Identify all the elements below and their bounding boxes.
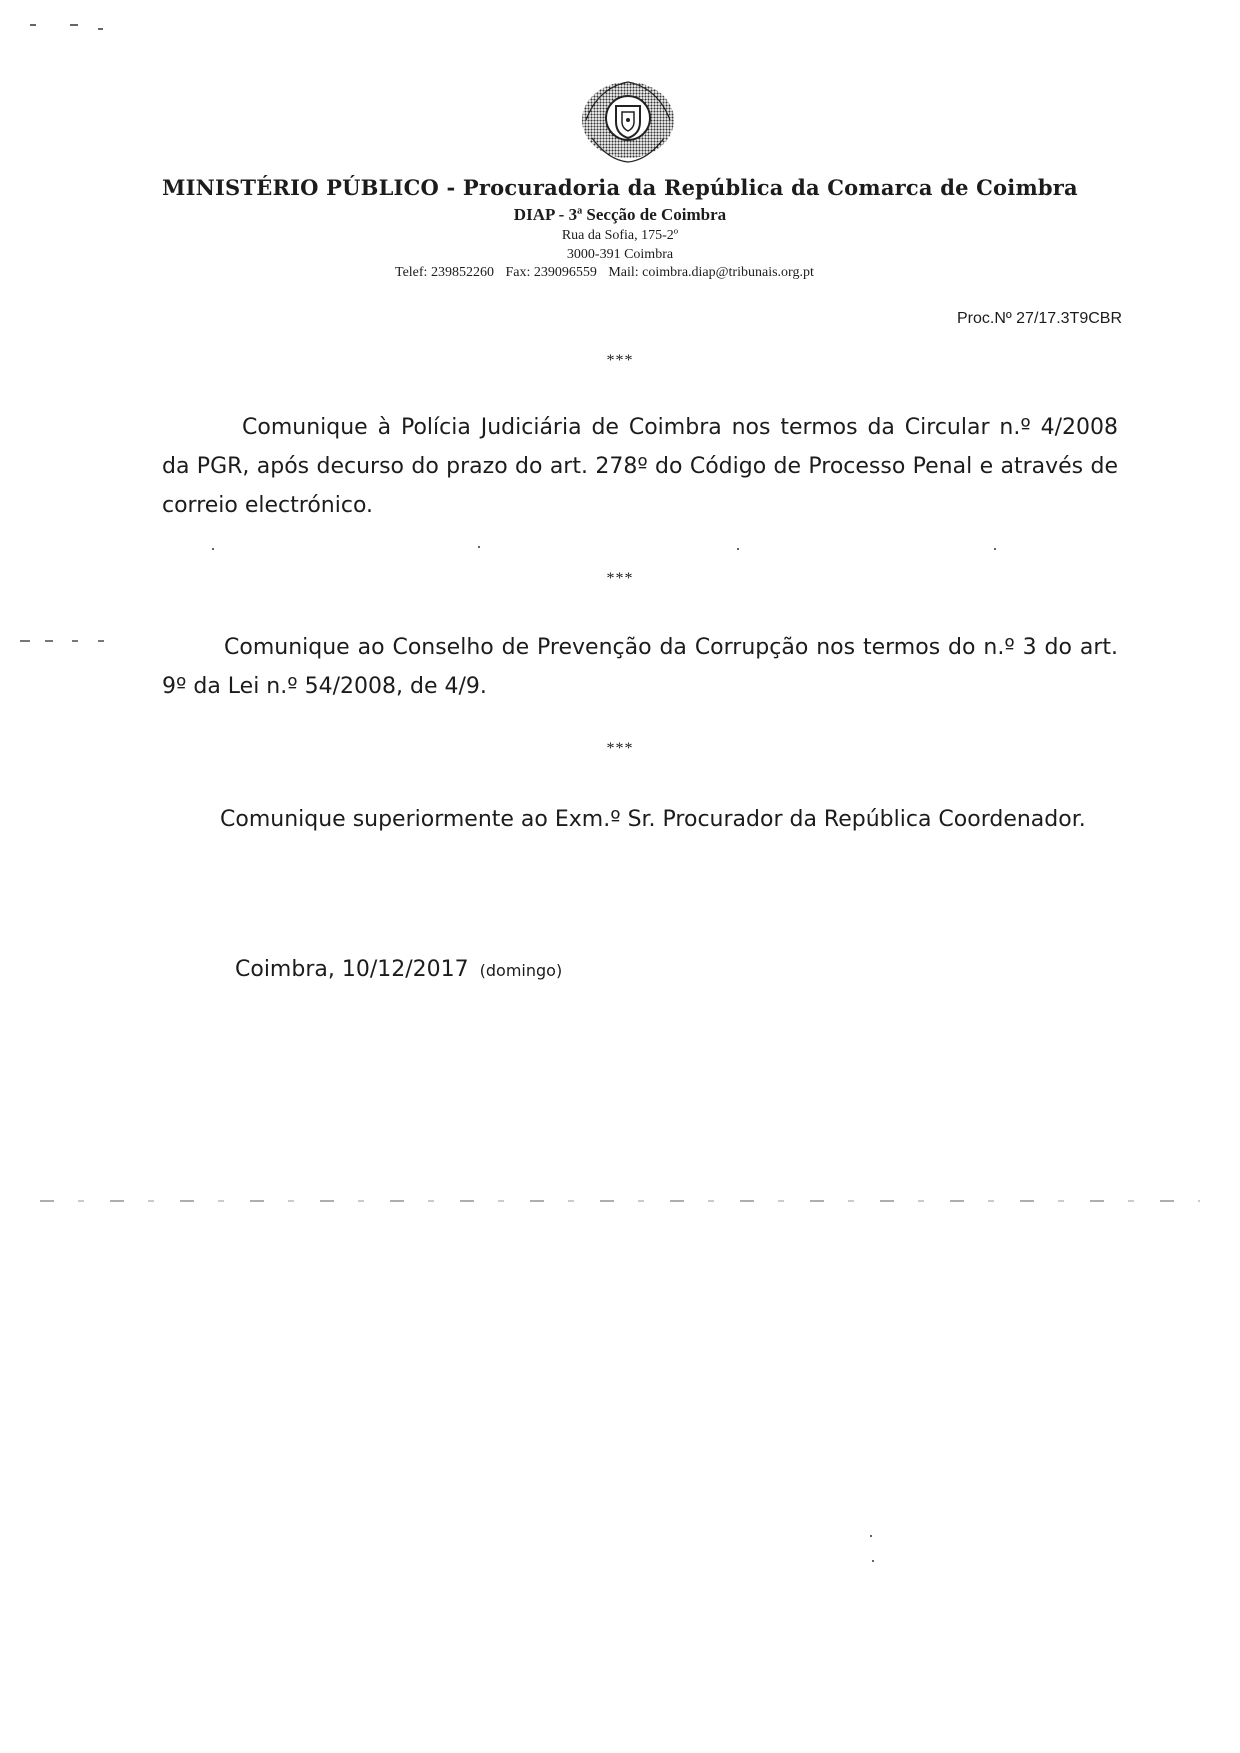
scan-mark bbox=[98, 28, 103, 30]
separator: *** bbox=[606, 352, 634, 369]
separator: *** bbox=[606, 740, 634, 757]
scan-artifact-line bbox=[40, 1200, 1200, 1202]
scan-mark bbox=[98, 640, 104, 642]
section-name: DIAP - 3ª Secção de Coimbra bbox=[513, 205, 727, 224]
scan-mark bbox=[212, 548, 214, 550]
paragraph-corruption-council: Comunique ao Conselho de Prevenção da Corrupção nos termos do n.º 3 do art. 9º da Lei n.º 54/2008, de 4/9. bbox=[162, 635, 1118, 699]
scan-mark bbox=[45, 640, 53, 642]
paragraph-judiciary-police: Comunique à Polícia Judiciária de Coimbra nos termos da Circular n.º 4/2008 da PGR, após decurso do prazo do art. 278º do Código de Processo Penal e através de correio electrónico. bbox=[162, 415, 1118, 518]
email-address: Mail: coimbra.diap@tribunais.org.pt bbox=[608, 265, 814, 280]
scan-mark bbox=[478, 546, 480, 548]
institution-title: MINISTÉRIO PÚBLICO - Procuradoria da República da Comarca de Coimbra bbox=[162, 175, 1078, 200]
date-text: Coimbra, 10/12/2017 bbox=[235, 957, 469, 982]
coat-of-arms-icon bbox=[578, 68, 678, 168]
contact-line bbox=[395, 265, 822, 281]
postal-address: 3000-391 Coimbra bbox=[566, 247, 674, 262]
fax-number: Fax: 239096559 bbox=[505, 265, 597, 280]
scan-mark bbox=[72, 640, 78, 642]
scan-mark bbox=[30, 24, 36, 26]
place-and-date bbox=[235, 957, 562, 982]
scan-mark bbox=[70, 24, 78, 26]
phone-number: Telef: 239852260 bbox=[395, 265, 494, 280]
process-number: Proc.Nº 27/17.3T9CBR bbox=[956, 310, 1122, 327]
scan-mark bbox=[872, 1560, 874, 1562]
scan-mark bbox=[994, 548, 996, 550]
paragraph-coordinator: Comunique superiormente ao Exm.º Sr. Procurador da República Coordenador. bbox=[220, 807, 1086, 832]
scan-mark bbox=[737, 548, 739, 550]
scan-mark bbox=[870, 1535, 872, 1537]
separator: *** bbox=[606, 570, 634, 587]
weekday-text: (domingo) bbox=[479, 961, 563, 980]
street-address: Rua da Sofia, 175-2º bbox=[561, 228, 679, 243]
scan-mark bbox=[20, 640, 30, 642]
